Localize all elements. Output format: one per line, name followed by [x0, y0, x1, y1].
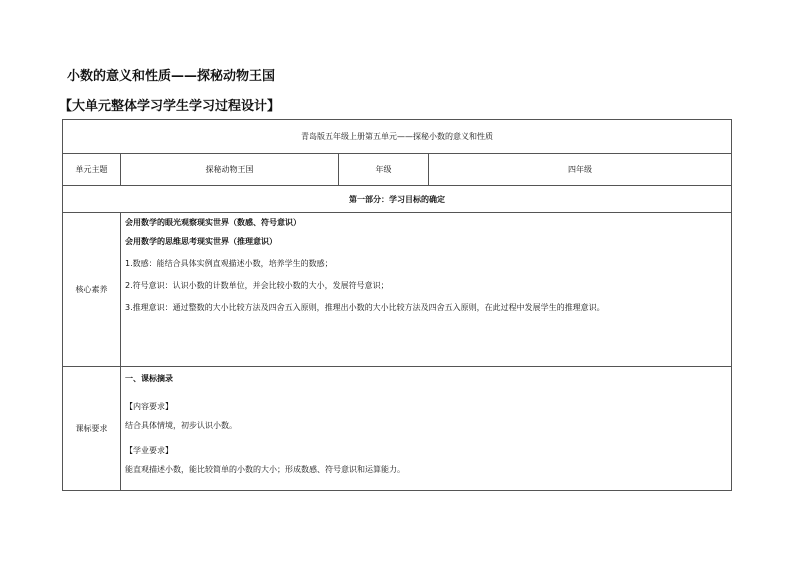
core-line: 2.符号意识：认识小数的计数单位，并会比较小数的大小，发展符号意识；: [125, 281, 389, 290]
design-table: [62, 119, 732, 491]
curriculum-content: [121, 367, 732, 491]
table-header-row: [63, 120, 732, 154]
content-req-text: 结合具体情境，初步认识小数。: [125, 421, 237, 430]
part-heading-row: [63, 186, 732, 213]
curriculum-label: 课标要求: [63, 367, 121, 491]
part-heading: 第一部分：学习目标的确定: [63, 186, 732, 213]
academic-req-text: 能直观描述小数，能比较简单的小数的大小；形成数感、符号意识和运算能力。: [125, 465, 405, 474]
academic-req-label: 【学业要求】: [125, 446, 173, 455]
info-row: [63, 154, 732, 186]
core-literacy-label: 核心素养: [63, 213, 121, 367]
core-line: 3.推理意识：通过整数的大小比较方法及四舍五入原则，推理出小数的大小比较方法及四舍五入原则，在此过程中发展学生的推理意识。: [125, 303, 605, 312]
unit-theme-value: 探秘动物王国: [121, 154, 339, 186]
core-literacy-row: [63, 213, 732, 367]
unit-theme-label: 单元主题: [63, 154, 121, 186]
core-literacy-content: [121, 213, 732, 367]
grade-value: 四年级: [429, 154, 732, 186]
core-line: 会用数学的眼光观察现实世界（数感、符号意识）: [125, 218, 301, 227]
table-header: 青岛版五年级上册第五单元——探秘小数的意义和性质: [63, 120, 732, 154]
content-req-label: 【内容要求】: [125, 402, 173, 411]
document-title: 小数的意义和性质——探秘动物王国: [67, 69, 276, 84]
document-subtitle: 【大单元整体学习学生学习过程设计】: [59, 99, 281, 114]
core-line: 会用数学的思维思考现实世界（推理意识）: [125, 237, 277, 246]
grade-label: 年级: [339, 154, 429, 186]
curriculum-row: [63, 367, 732, 491]
core-line: 1.数感：能结合具体实例直观描述小数，培养学生的数感；: [125, 259, 333, 268]
curriculum-heading: 一、课标摘录: [125, 374, 173, 383]
